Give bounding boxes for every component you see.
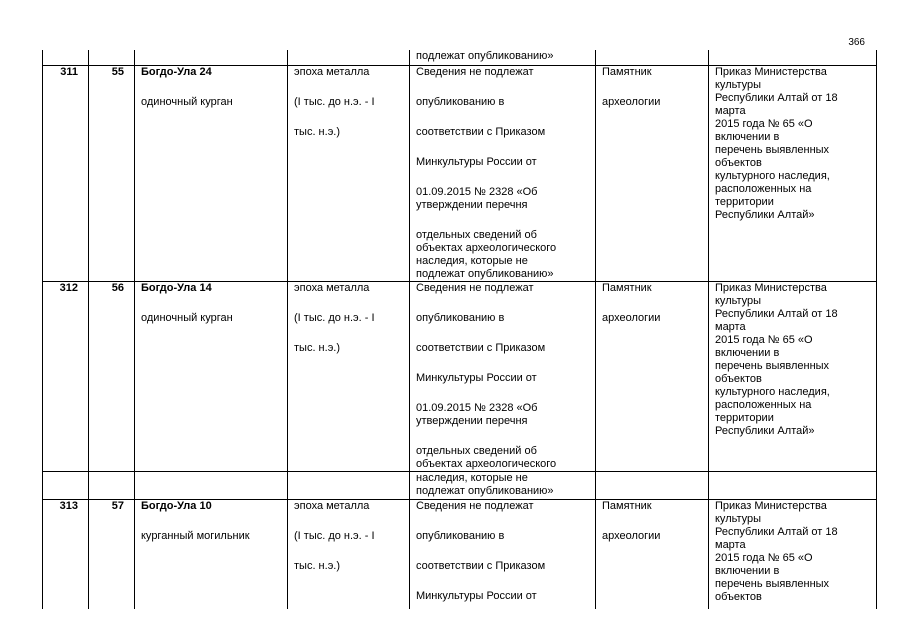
category-line: Памятник [602, 499, 652, 512]
row-number-cell: 313 [43, 499, 89, 609]
info-line: Минкультуры России от [416, 589, 537, 602]
order-line: 2015 года № 65 «О [715, 333, 813, 346]
order-line: перечень выявленных [715, 359, 830, 372]
info-cell [410, 65, 596, 281]
object-type: курганный могильник [141, 529, 250, 542]
period-line: тыс. н.э.) [294, 125, 341, 138]
category-cell [596, 281, 709, 471]
order-line: культурного наследия, [715, 169, 830, 182]
order-line: перечень выявленных [715, 143, 830, 156]
order-line: включении в [715, 346, 780, 359]
info-line: отдельных сведений об [416, 228, 537, 241]
object-name-cell [135, 65, 288, 281]
period-line: (I тыс. до н.э. - I [294, 529, 375, 542]
info-line: опубликованию в [416, 95, 505, 108]
period-cell [288, 499, 410, 609]
info-cell [410, 499, 596, 609]
info-cell [410, 281, 596, 471]
page-number: 366 [848, 37, 865, 48]
object-number-cell: 56 [89, 281, 135, 471]
period-cell [288, 281, 410, 471]
category-line: археологии [602, 95, 661, 108]
order-line: Республики Алтай от 18 [715, 525, 838, 538]
row-number-cell: 311 [43, 65, 89, 281]
registry-table [42, 50, 877, 609]
info-line: Сведения не подлежат [416, 281, 534, 294]
row-number-cell: 312 [43, 281, 89, 471]
order-line: включении в [715, 564, 780, 577]
continuation-row [43, 471, 877, 499]
order-line: объектов [715, 590, 762, 603]
order-line: Республики Алтай» [715, 208, 815, 221]
order-line: Приказ Министерства [715, 281, 827, 294]
order-cell [709, 65, 877, 281]
info-line: объектах археологического [416, 241, 557, 254]
category-line: Памятник [602, 65, 652, 78]
order-line: включении в [715, 130, 780, 143]
order-line: 2015 года № 65 «О [715, 117, 813, 130]
period-line: эпоха металла [294, 281, 370, 294]
order-line: перечень выявленных [715, 577, 830, 590]
info-line: утверждении перечня [416, 414, 528, 427]
info-cell [410, 471, 596, 499]
info-line: Сведения не подлежат [416, 65, 534, 78]
order-line: марта [715, 104, 746, 117]
period-line: (I тыс. до н.э. - I [294, 311, 375, 324]
info-line: подлежат опубликованию» [416, 50, 554, 62]
object-name-cell [135, 281, 288, 471]
info-line: 01.09.2015 № 2328 «Об [416, 401, 538, 414]
period-line: (I тыс. до н.э. - I [294, 95, 375, 108]
info-line: наследия, которые не [416, 471, 528, 484]
info-line: соответствии с Приказом [416, 559, 546, 572]
order-line: Приказ Министерства [715, 499, 827, 512]
object-name: Богдо-Ула 24 [141, 65, 212, 78]
object-number-cell: 57 [89, 499, 135, 609]
info-line: соответствии с Приказом [416, 125, 546, 138]
order-line: Республики Алтай» [715, 424, 815, 437]
period-line: тыс. н.э.) [294, 341, 341, 354]
table-row [43, 65, 877, 281]
order-line: культуры [715, 78, 762, 91]
period-cell [288, 65, 410, 281]
order-line: 2015 года № 65 «О [715, 551, 813, 564]
info-line: утверждении перечня [416, 198, 528, 211]
category-cell [596, 499, 709, 609]
period-line: эпоха металла [294, 65, 370, 78]
order-line: Республики Алтай от 18 [715, 307, 838, 320]
info-line: Минкультуры России от [416, 155, 537, 168]
category-line: археологии [602, 311, 661, 324]
period-line: тыс. н.э.) [294, 559, 341, 572]
object-name: Богдо-Ула 10 [141, 499, 212, 512]
order-line: Приказ Министерства [715, 65, 827, 78]
order-line: территории [715, 195, 774, 208]
info-line: Минкультуры России от [416, 371, 537, 384]
order-line: марта [715, 320, 746, 333]
order-line: марта [715, 538, 746, 551]
order-line: объектов [715, 156, 762, 169]
order-line: культурного наследия, [715, 385, 830, 398]
order-line: Республики Алтай от 18 [715, 91, 838, 104]
order-line: территории [715, 411, 774, 424]
info-line: Сведения не подлежат [416, 499, 534, 512]
table-row [43, 281, 877, 471]
order-line: объектов [715, 372, 762, 385]
order-cell [709, 281, 877, 471]
category-cell [596, 65, 709, 281]
continuation-row [43, 50, 877, 65]
info-line: отдельных сведений об [416, 444, 537, 457]
info-line: подлежат опубликованию» [416, 267, 554, 280]
category-line: Памятник [602, 281, 652, 294]
object-name: Богдо-Ула 14 [141, 281, 212, 294]
object-name-cell [135, 499, 288, 609]
object-type: одиночный курган [141, 311, 233, 324]
info-line: соответствии с Приказом [416, 341, 546, 354]
object-number-cell: 55 [89, 65, 135, 281]
order-line: расположенных на [715, 182, 812, 195]
info-line: подлежат опубликованию» [416, 484, 554, 497]
info-cell [410, 50, 596, 65]
category-line: археологии [602, 529, 661, 542]
order-cell [709, 499, 877, 609]
period-line: эпоха металла [294, 499, 370, 512]
table-row [43, 499, 877, 609]
info-line: наследия, которые не [416, 254, 528, 267]
info-line: опубликованию в [416, 529, 505, 542]
order-line: культуры [715, 294, 762, 307]
order-line: культуры [715, 512, 762, 525]
info-line: опубликованию в [416, 311, 505, 324]
object-type: одиночный курган [141, 95, 233, 108]
info-line: 01.09.2015 № 2328 «Об [416, 185, 538, 198]
info-line: объектах археологического [416, 457, 557, 470]
order-line: расположенных на [715, 398, 812, 411]
